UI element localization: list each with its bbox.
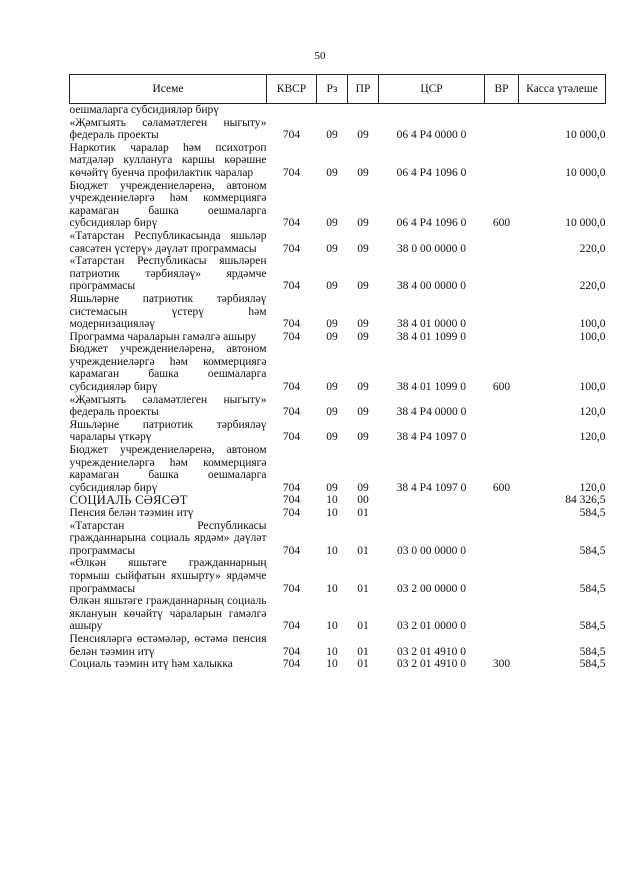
row-amount: 584,5 [579,544,606,557]
row-kvsr [267,104,317,117]
row-csr: 03 0 00 0000 0 [397,544,466,557]
row-name: Программа чараларын гамәлгә ашыру [69,330,257,343]
row-csr: 03 2 00 0000 0 [397,582,466,595]
row-rz: 09 [326,330,338,343]
row-vr: 600 [492,381,511,394]
table-row [70,180,606,230]
row-pr [348,104,379,117]
budget-table [69,74,606,671]
row-rz [317,104,348,117]
table-row [70,444,606,494]
row-csr: 03 2 01 4910 0 [397,658,466,671]
table-row [70,520,606,558]
row-name: СОЦИАЛЬ СӘЯСӘТ [69,493,188,508]
table-row [70,230,606,255]
row-kvsr: 704 [282,318,301,331]
row-vr [485,494,519,507]
row-csr: 38 4 P4 1097 0 [396,481,467,494]
row-csr: 06 4 P4 1096 0 [396,217,467,230]
table-header [70,75,606,104]
row-name: «Җәмгыять сәламәтлеген ныгыту» федераль проекты [69,393,267,419]
row-name: Яшьләрне патриотик тәрбияләү системасын үстерү һәм модернизацияләү [69,292,267,331]
table-row [70,658,606,671]
row-rz: 09 [326,217,338,230]
row-amount: 120,0 [579,406,606,419]
header-kvsr: КВСР [267,75,317,104]
row-csr: 38 4 P4 0000 0 [396,406,467,419]
row-pr: 09 [357,406,369,419]
row-kvsr: 704 [282,406,301,419]
row-rz: 09 [326,242,338,255]
table-row [70,557,606,595]
row-name: «Өлкән яшьтәге гражданнарның тормыш сыйфатын яхшырту» ярдәмче программасы [69,557,267,595]
row-rz: 09 [326,166,338,179]
row-name: «Татарстан Республикасы гражданнарына социаль ярдәм» дәүләт программасы [69,519,267,557]
row-csr: 38 4 01 1099 0 [397,381,466,394]
row-pr: 09 [357,318,369,331]
row-kvsr: 704 [282,582,301,595]
header-rz: Рз [317,75,348,104]
row-name: Өлкән яшьтәге гражданнарның социаль яклануын көчәйтү чараларын гамәлгә ашыру [69,595,267,633]
row-name: Яшьләрне патриотик тәрбияләү чаралары үткәрү [69,418,267,444]
table-row [70,394,606,419]
page-number: 50 [314,50,326,62]
row-name: Пенсияләргә өстәмәләр, өстәмә пенсия белән тәэмин итү [69,632,267,658]
row-amount: 100,0 [579,318,606,331]
row-rz: 10 [326,620,338,633]
row-pr: 09 [357,242,369,255]
row-kvsr: 704 [282,431,301,444]
row-amount: 584,5 [579,645,606,658]
row-rz: 10 [326,494,338,507]
table-row [70,142,606,180]
row-rz: 10 [326,582,338,595]
row-name: Пенсия белән тәэмин итү [69,507,194,519]
row-csr: 38 0 00 0000 0 [397,242,466,255]
row-pr: 09 [357,431,369,444]
row-kvsr: 704 [282,658,301,671]
row-csr [379,507,485,520]
row-csr [379,494,485,507]
row-csr: 03 2 01 0000 0 [397,620,466,633]
table-row [70,595,606,633]
row-name: оешмаларга субсидияләр бирү [69,104,219,116]
row-rz: 09 [326,280,338,293]
row-amount: 584,5 [579,658,606,671]
row-vr [485,230,519,255]
header-csr: ЦСР [379,75,485,104]
table-row [70,507,606,520]
row-name: Социаль тәэмин итү һәм халыкка [69,658,233,671]
header-pr: ПР [348,75,379,104]
row-pr: 09 [357,280,369,293]
row-name: «Татарстан Республикасында яшьләр сәясәтен үстерү» дәүләт программасы [69,229,267,255]
row-vr [485,331,519,344]
row-pr: 09 [357,217,369,230]
row-kvsr: 704 [282,217,301,230]
row-name: Бюджет учреждениеләренә, автоном учреждениеләргә һәм коммерциягә карамаган башка оешмаларга субсидияләр бирү [69,179,267,230]
row-kvsr: 704 [282,494,301,507]
table-body [70,104,606,671]
row-kvsr: 704 [282,381,301,394]
row-name: «Җәмгыять сәламәтлеген ныгыту» федераль проекты [69,116,267,142]
row-vr [485,293,519,331]
row-name: Бюджет учреждениеләренә, автоном учреждениеләргә һәм коммерциягә карамаган башка оешмаларга субсидияләр бирү [69,343,267,394]
row-amount: 220,0 [579,280,606,293]
row-csr: 03 2 01 4910 0 [397,645,466,658]
row-rz: 09 [326,406,338,419]
row-rz: 10 [326,507,338,519]
row-csr: 38 4 01 1099 0 [397,330,466,343]
row-pr: 01 [357,620,369,633]
row-kvsr: 704 [282,280,301,293]
row-rz: 09 [326,129,338,142]
table-row [70,293,606,331]
row-name: «Татарстан Республикасы яшьләрен патриотик тәрбияләү» ярдәмче программасы [69,255,267,293]
row-vr [485,255,519,293]
header-vr: ВР [485,75,519,104]
row-pr: 09 [357,381,369,394]
table-row [70,331,606,344]
table-row [70,343,606,393]
row-kvsr: 704 [282,481,301,494]
table-row [70,255,606,293]
row-kvsr: 704 [282,544,301,557]
row-vr [485,117,519,142]
row-amount: 100,0 [579,330,606,343]
row-csr: 38 4 P4 1097 0 [396,431,467,444]
row-vr [485,595,519,633]
row-csr: 06 4 P4 1096 0 [396,166,467,179]
row-amount: 220,0 [579,242,606,255]
row-pr: 01 [357,544,369,557]
table-row [70,104,606,117]
row-amount: 10 000,0 [565,129,606,142]
row-vr [485,394,519,419]
row-rz: 09 [326,431,338,444]
row-rz: 10 [326,544,338,557]
row-amount: 120,0 [579,431,606,444]
row-csr [379,104,485,117]
row-pr: 01 [357,507,369,519]
table-row [70,633,606,658]
row-vr [485,507,519,520]
row-kvsr: 704 [282,507,301,519]
row-amount: 584,5 [579,620,606,633]
row-rz: 09 [326,318,338,331]
row-rz: 09 [326,481,338,494]
row-kvsr: 704 [282,330,301,343]
row-csr: 06 4 P4 0000 0 [396,129,467,142]
row-pr: 09 [357,166,369,179]
row-kvsr: 704 [282,645,301,658]
row-vr: 300 [492,658,511,671]
row-amount: 584,5 [579,507,606,519]
row-vr [485,557,519,595]
row-vr [485,419,519,444]
row-name: Бюджет учреждениеләренә, автоном учреждениеләргә һәм коммерциягә карамаган башка оешмаларга субсидияләр бирү [69,444,267,494]
row-vr: 600 [492,481,511,494]
row-rz: 10 [326,658,338,671]
row-kvsr: 704 [282,620,301,633]
row-amount: 100,0 [579,381,606,394]
row-vr [485,142,519,180]
row-vr [485,104,519,117]
header-kassa: Касса үтәлеше [519,75,606,104]
row-kvsr: 704 [282,129,301,142]
row-amount: 120,0 [579,481,606,494]
table-row [70,117,606,142]
row-amount: 10 000,0 [565,166,606,179]
row-name: Наркотик чаралар һәм психотроп матдәләр куллануга каршы көрәшне көчәйтү буенча профилактик чаралар [69,141,267,179]
header-row [70,75,606,104]
row-csr: 38 4 00 0000 0 [397,280,466,293]
row-pr: 01 [357,658,369,671]
row-pr: 01 [357,645,369,658]
row-pr: 00 [357,494,369,507]
row-rz: 10 [326,645,338,658]
row-pr: 01 [357,582,369,595]
row-kvsr: 704 [282,166,301,179]
row-pr: 09 [357,129,369,142]
row-pr: 09 [357,330,369,343]
row-csr: 38 4 01 0000 0 [397,318,466,331]
row-vr: 600 [492,217,511,230]
row-amount: 584,5 [579,582,606,595]
header-name: Исеме [70,75,267,104]
row-vr [485,520,519,558]
table-row [70,494,606,507]
table-row [70,419,606,444]
row-rz: 09 [326,381,338,394]
row-kvsr: 704 [282,242,301,255]
row-amount [519,104,606,117]
row-pr: 09 [357,481,369,494]
row-amount: 10 000,0 [565,217,606,230]
row-amount: 84 326,5 [565,494,606,507]
row-vr [485,633,519,658]
